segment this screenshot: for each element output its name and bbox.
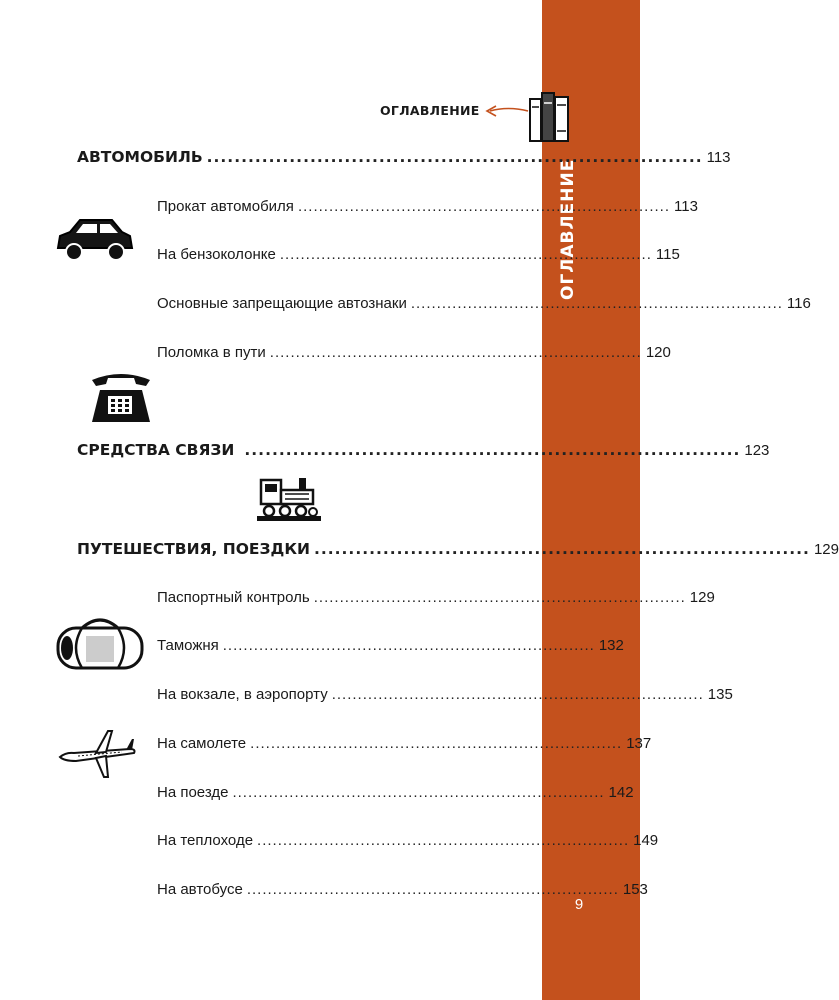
toc-entry-label: Паспортный контроль: [157, 589, 310, 606]
toc-leader: ........................................................................: [244, 441, 741, 459]
toc-leader: ........................................................................: [313, 589, 686, 606]
toc-entry-label: Основные запрещающие автознаки: [157, 295, 407, 312]
toc-leader: ........................................................................: [331, 686, 704, 703]
toc-entry-page: 113: [706, 149, 731, 166]
toc-entry-label: СРЕДСТВА СВЯЗИ: [77, 441, 235, 459]
page-number: 9: [574, 896, 584, 913]
toc-entry[interactable]: [157, 198, 698, 215]
toc-entry-label: ПУТЕШЕСТВИЯ, ПОЕЗДКИ: [77, 540, 310, 558]
airplane-icon: [56, 727, 138, 781]
toc-entry[interactable]: [157, 637, 624, 654]
toc-entry-label: На бензоколонке: [157, 246, 276, 263]
toc-entry-label: Таможня: [157, 637, 219, 654]
toc-leader: ........................................................................: [250, 735, 623, 752]
toc-entry-page: 115: [655, 246, 680, 263]
toc-leader: ........................................................................: [313, 540, 810, 558]
toc-entry-page: 137: [626, 735, 652, 752]
toc-entry-page: 129: [813, 541, 839, 558]
toc-entry-label: АВТОМОБИЛЬ: [77, 148, 203, 166]
side-tab-title: ОГЛАВЛЕНИЕ: [558, 158, 578, 300]
toc-entry-page: 113: [674, 198, 698, 215]
toc-entry-label: На вокзале, в аэропорту: [157, 686, 328, 703]
toc-entry[interactable]: [157, 881, 648, 898]
toc-entry[interactable]: [157, 735, 652, 752]
toc-entry-page: 123: [744, 442, 770, 459]
toc-entry[interactable]: [157, 686, 733, 703]
books-icon: [526, 85, 576, 145]
toc-leader: ........................................................................: [246, 881, 619, 898]
toc-entry-label: На самолете: [157, 735, 247, 752]
toc-entry[interactable]: [157, 295, 811, 312]
toc-entry-label: Прокат автомобиля: [157, 198, 294, 215]
toc-leader: ........................................................................: [269, 344, 642, 361]
car-icon: [52, 212, 136, 266]
toc-entry-label: На автобусе: [157, 881, 243, 898]
toc-leader: ........................................................................: [279, 246, 652, 263]
toc-leader: ........................................................................: [222, 637, 595, 654]
toc-entry[interactable]: [157, 784, 634, 801]
toc-leader: ........................................................................: [257, 832, 630, 849]
toc-leader: ........................................................................: [297, 198, 670, 215]
toc-entry-page: 149: [633, 832, 659, 849]
toc-entry-page: 120: [645, 344, 671, 361]
toc-entry-page: 135: [707, 686, 733, 703]
toc-entry-page: 132: [598, 637, 624, 654]
telephone-icon: [86, 366, 156, 428]
locomotive-icon: [255, 472, 323, 524]
travel-bag-icon: [52, 612, 148, 674]
toc-entry[interactable]: [157, 589, 715, 606]
toc-leader: ........................................................................: [232, 784, 605, 801]
toc-entry-label: На поезде: [157, 784, 229, 801]
toc-entry[interactable]: [157, 344, 671, 361]
toc-leader: ........................................................................: [410, 295, 783, 312]
toc-entry-page: 153: [622, 881, 648, 898]
toc-section-communication[interactable]: [77, 441, 770, 459]
toc-entry[interactable]: [157, 832, 659, 849]
toc-entry-page: 129: [689, 589, 715, 606]
toc-entry-label: На теплоходе: [157, 832, 254, 849]
toc-section-auto[interactable]: [77, 148, 731, 166]
toc-entry-page: 142: [608, 784, 634, 801]
toc-leader: ........................................................................: [206, 148, 703, 166]
toc-entry-page: 116: [786, 295, 811, 312]
toc-entry-label: Поломка в пути: [157, 344, 266, 361]
toc-heading: ОГЛАВЛЕНИЕ: [380, 103, 480, 118]
arrow-icon: [484, 104, 530, 118]
toc-entry[interactable]: [157, 246, 680, 263]
toc-section-travel[interactable]: [77, 540, 839, 558]
